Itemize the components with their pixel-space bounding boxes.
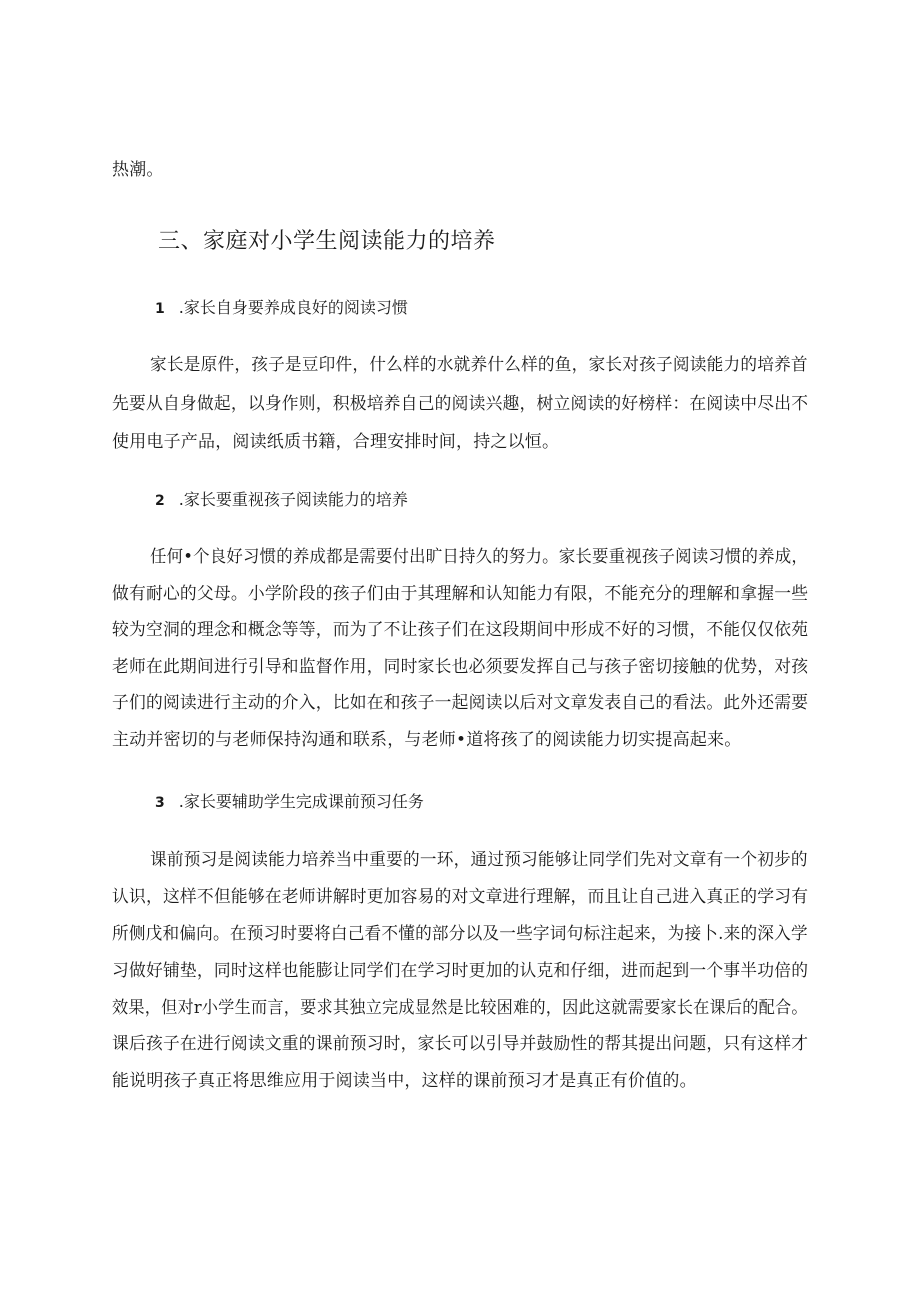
paragraph-line: 能说明孩子真正将思维应用于阅读当中，这样的课前预习才是真正有价值的。 <box>112 1071 697 1091</box>
paragraph-line: 主动并密切的与老师保持沟通和联系，与老师•道将孩了的阅读能力切实提高起来。 <box>112 730 742 750</box>
paragraph-line: 任何•个良好习惯的养成都是需要付出旷日持久的努力。家长要重视孩子阅读习惯的养成， <box>150 547 809 567</box>
subheading-3-number: 3 <box>155 795 165 811</box>
paragraph-line: 使用电子产品，阅读纸质书籍，合理安排时间，持之以恒。 <box>112 432 560 452</box>
paragraph-line: 课前预习是阅读能力培养当中重要的一环，通过预习能够让同学们先对文章有一个初步的 <box>150 850 808 870</box>
paragraph-line: 家长是原件，孩子是豆印件，什么样的水就养什么样的鱼，家长对孩子阅读能力的培养首 <box>150 355 808 375</box>
paragraph-line: 习做好铺垫，同时这样也能膨让同学们在学习时更加的认克和仔细，进而起到一个事半功倍的 <box>112 961 809 981</box>
subheading-1-title: .家长自身要养成良好的阅读习惯 <box>178 298 408 317</box>
intro-tail-text: 热潮。 <box>112 160 164 180</box>
subheading-3-title: .家长要辅助学生完成课前预习任务 <box>178 792 424 811</box>
paragraph-line: 课后孩子在进行阅读文重的课前预习时，家长可以引导并鼓励性的帮其提出问题，只有这样才 <box>112 1034 809 1054</box>
paragraph-line: 先要从自身做起，以身作则，积极培养自己的阅读兴趣，树立阅读的好榜样：在阅读中尽出不 <box>112 394 809 414</box>
paragraph-line: 认识，这样不但能够在老师讲解时更加容易的对文章进行理解，而且让自己进入真正的学习有 <box>112 887 809 907</box>
subheading-1-number: 1 <box>155 301 165 317</box>
paragraph-line: 子们的阅读进行主动的介入，比如在和孩子一起阅读以后对文章发表自己的看法。此外还需要 <box>112 693 809 713</box>
paragraph-line: 老师在此期间进行引导和监督作用，同时家长也必须要发挥自己与孩子密切接触的优势，对孩 <box>112 657 809 677</box>
paragraph-line: 较为空洞的理念和概念等等，而为了不让孩子们在这段期间中形成不好的习惯，不能仅仅依苑 <box>112 620 809 640</box>
subheading-2-number: 2 <box>155 493 165 509</box>
subheading-2 <box>155 490 408 511</box>
paragraph-line: 所侧戊和偏向。在预习时要将白己看不懂的部分以及一些字词句标注起来，为接卜.来的深入学 <box>112 924 808 944</box>
paragraph-line: 效果，但对r小学生而言，要求其独立完成显然是比较困难的，因此这就需要家长在课后的配合。 <box>112 998 808 1018</box>
subheading-2-title: .家长要重视孩子阅读能力的培养 <box>178 490 408 509</box>
subheading-3 <box>155 792 424 813</box>
section-title: 三、家庭对小学生阅读能力的培养 <box>158 229 496 254</box>
paragraph-line: 做有耐心的父母。小学阶段的孩子们由于其理解和认知能力有限，不能充分的理解和拿握一些 <box>112 584 809 604</box>
subheading-1 <box>155 298 408 319</box>
